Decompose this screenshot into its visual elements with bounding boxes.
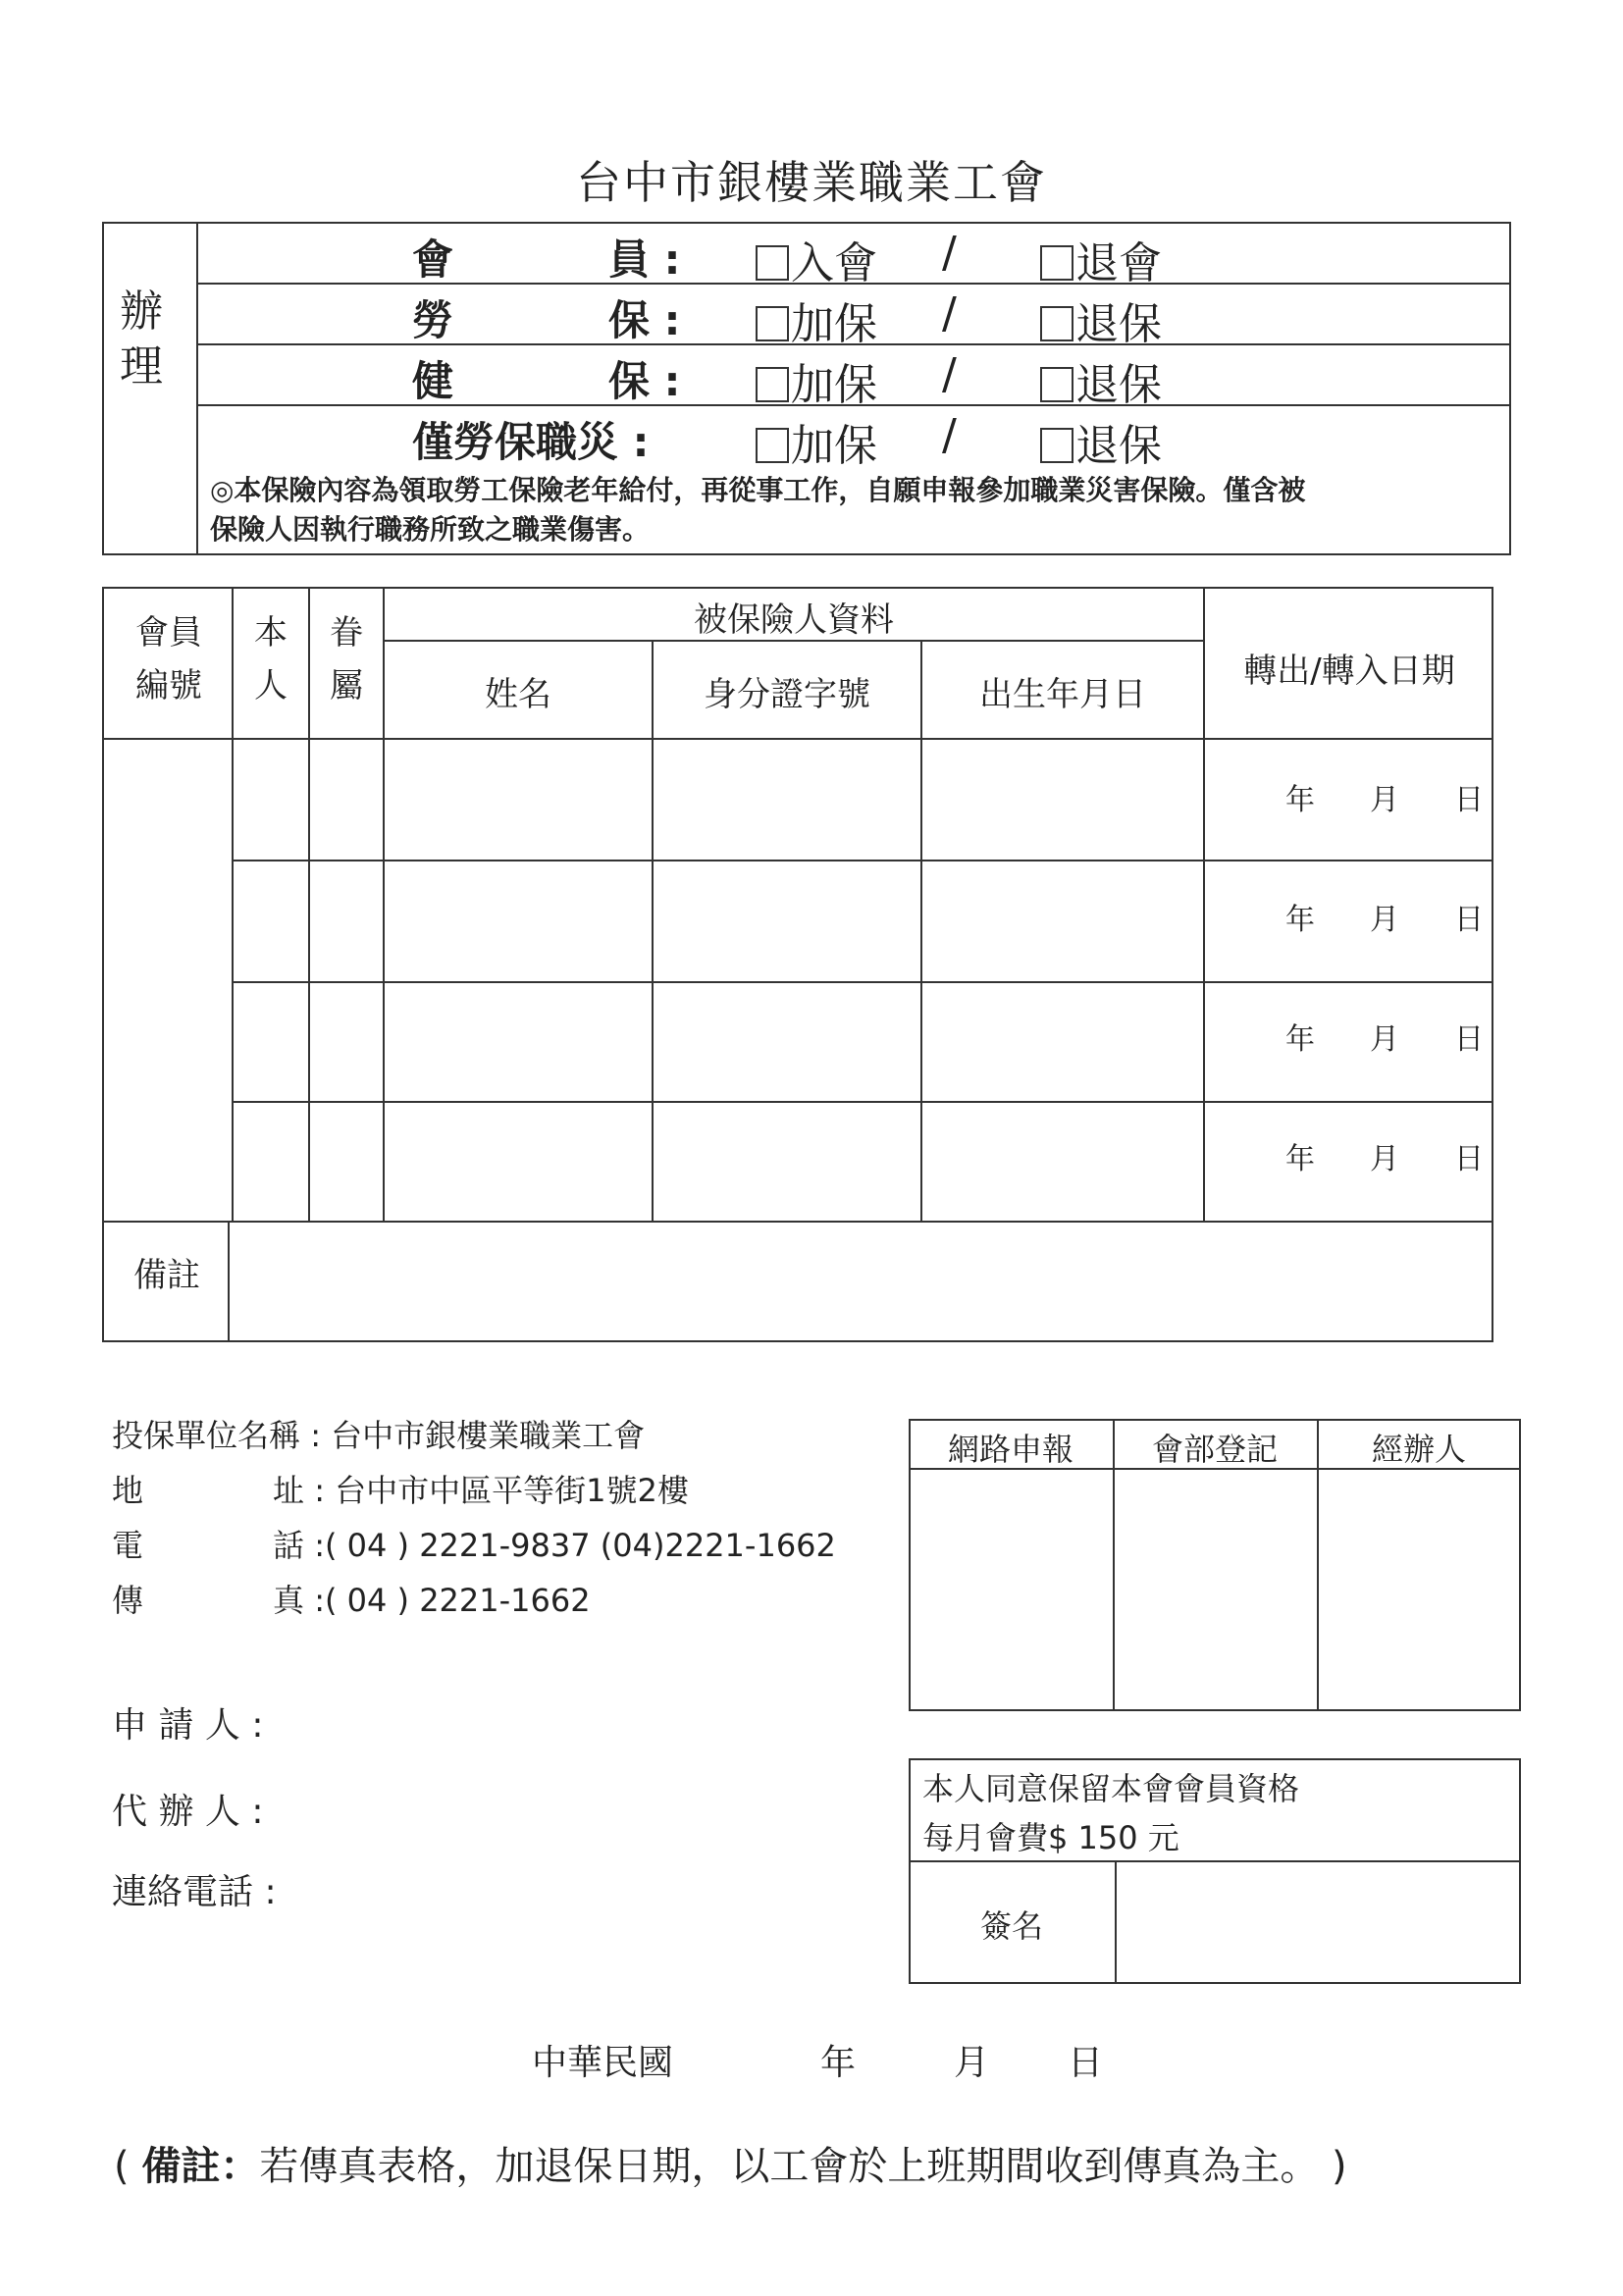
- form-title: 台中市銀樓業職業工會: [576, 156, 1047, 209]
- online-report-header: 網路申報: [947, 1431, 1073, 1468]
- checkbox[interactable]: [1040, 306, 1073, 341]
- checkbox[interactable]: [1040, 367, 1073, 402]
- unit-address: 地 址 : 台中市中區平等街1號2樓: [112, 1472, 689, 1509]
- insured-data-header: 被保險人資料: [694, 600, 894, 640]
- transfer-date-cell[interactable]: 年 月 日: [1285, 1022, 1484, 1057]
- checkbox[interactable]: [756, 367, 789, 402]
- option-labor-add[interactable]: 加保: [756, 288, 877, 351]
- option-health-add[interactable]: 加保: [756, 349, 877, 412]
- birth-date-header: 出生年月日: [979, 675, 1146, 714]
- applicant-label: 申 請 人 :: [112, 1705, 264, 1746]
- unit-name: 投保單位名稱 : 台中市銀樓業職業工會: [112, 1417, 646, 1454]
- option-labor-remove[interactable]: 退保: [1040, 288, 1162, 351]
- transfer-date-cell[interactable]: 年 月 日: [1285, 1142, 1484, 1176]
- checkbox[interactable]: [1040, 245, 1073, 281]
- unit-phone: 電 話 :( 04 ) 2221-9837 (04)2221-1662: [112, 1527, 836, 1564]
- handler-header: 經辦人: [1371, 1431, 1466, 1468]
- id-number-header: 身分證字號: [704, 675, 870, 714]
- contact-phone-label: 連絡電話 :: [112, 1872, 277, 1912]
- checkbox[interactable]: [756, 245, 789, 281]
- transfer-date-header: 轉出/轉入日期: [1243, 652, 1455, 691]
- self-header: 本 人: [254, 613, 288, 705]
- transfer-date-cell[interactable]: 年 月 日: [1285, 903, 1484, 937]
- health-ins-label: 健: [412, 357, 454, 405]
- option-leave[interactable]: 退會: [1040, 228, 1162, 290]
- checkbox[interactable]: [756, 428, 789, 463]
- option-join[interactable]: 入會: [756, 228, 877, 290]
- transfer-date-cell[interactable]: 年 月 日: [1285, 783, 1484, 817]
- name-header: 姓名: [485, 675, 551, 714]
- option-health-remove[interactable]: 退保: [1040, 349, 1162, 412]
- union-registration-header: 會部登記: [1151, 1431, 1278, 1468]
- family-header: 眷 屬: [330, 613, 363, 705]
- option-occ-remove[interactable]: 退保: [1040, 410, 1162, 473]
- signature-label: 簽名: [979, 1907, 1043, 1945]
- labor-ins-label: 勞: [412, 296, 454, 344]
- checkbox[interactable]: [756, 306, 789, 341]
- retain-statement: 本人同意保留本會會員資格 每月會費$ 150 元: [922, 1770, 1300, 1856]
- insurance-note: ◎本保險內容為領取勞工保險老年給付，再從事工作，自願申報參加職業災害保險。僅含被 保險人因執行職務所致之職業傷害。: [210, 474, 1306, 546]
- footer-note: ( 備註：若傳真表格，加退保日期，以工會於上班期間收到傳真為主。 ): [114, 2144, 1347, 2189]
- handling-side-label: 辦 理: [120, 287, 163, 391]
- occupational-ins-label: 僅勞保職災 :: [412, 418, 650, 466]
- checkbox[interactable]: [1040, 428, 1073, 463]
- unit-fax: 傳 真 :( 04 ) 2221-1662: [112, 1582, 591, 1619]
- date-line: 中華民國 年 月 日: [532, 2043, 1104, 2083]
- agent-label: 代 辦 人 :: [112, 1792, 264, 1832]
- option-occ-add[interactable]: 加保: [756, 410, 877, 473]
- member-no-header: 會員 編號: [135, 613, 202, 705]
- remarks-label: 備註: [133, 1256, 200, 1295]
- member-label: 會: [412, 235, 454, 284]
